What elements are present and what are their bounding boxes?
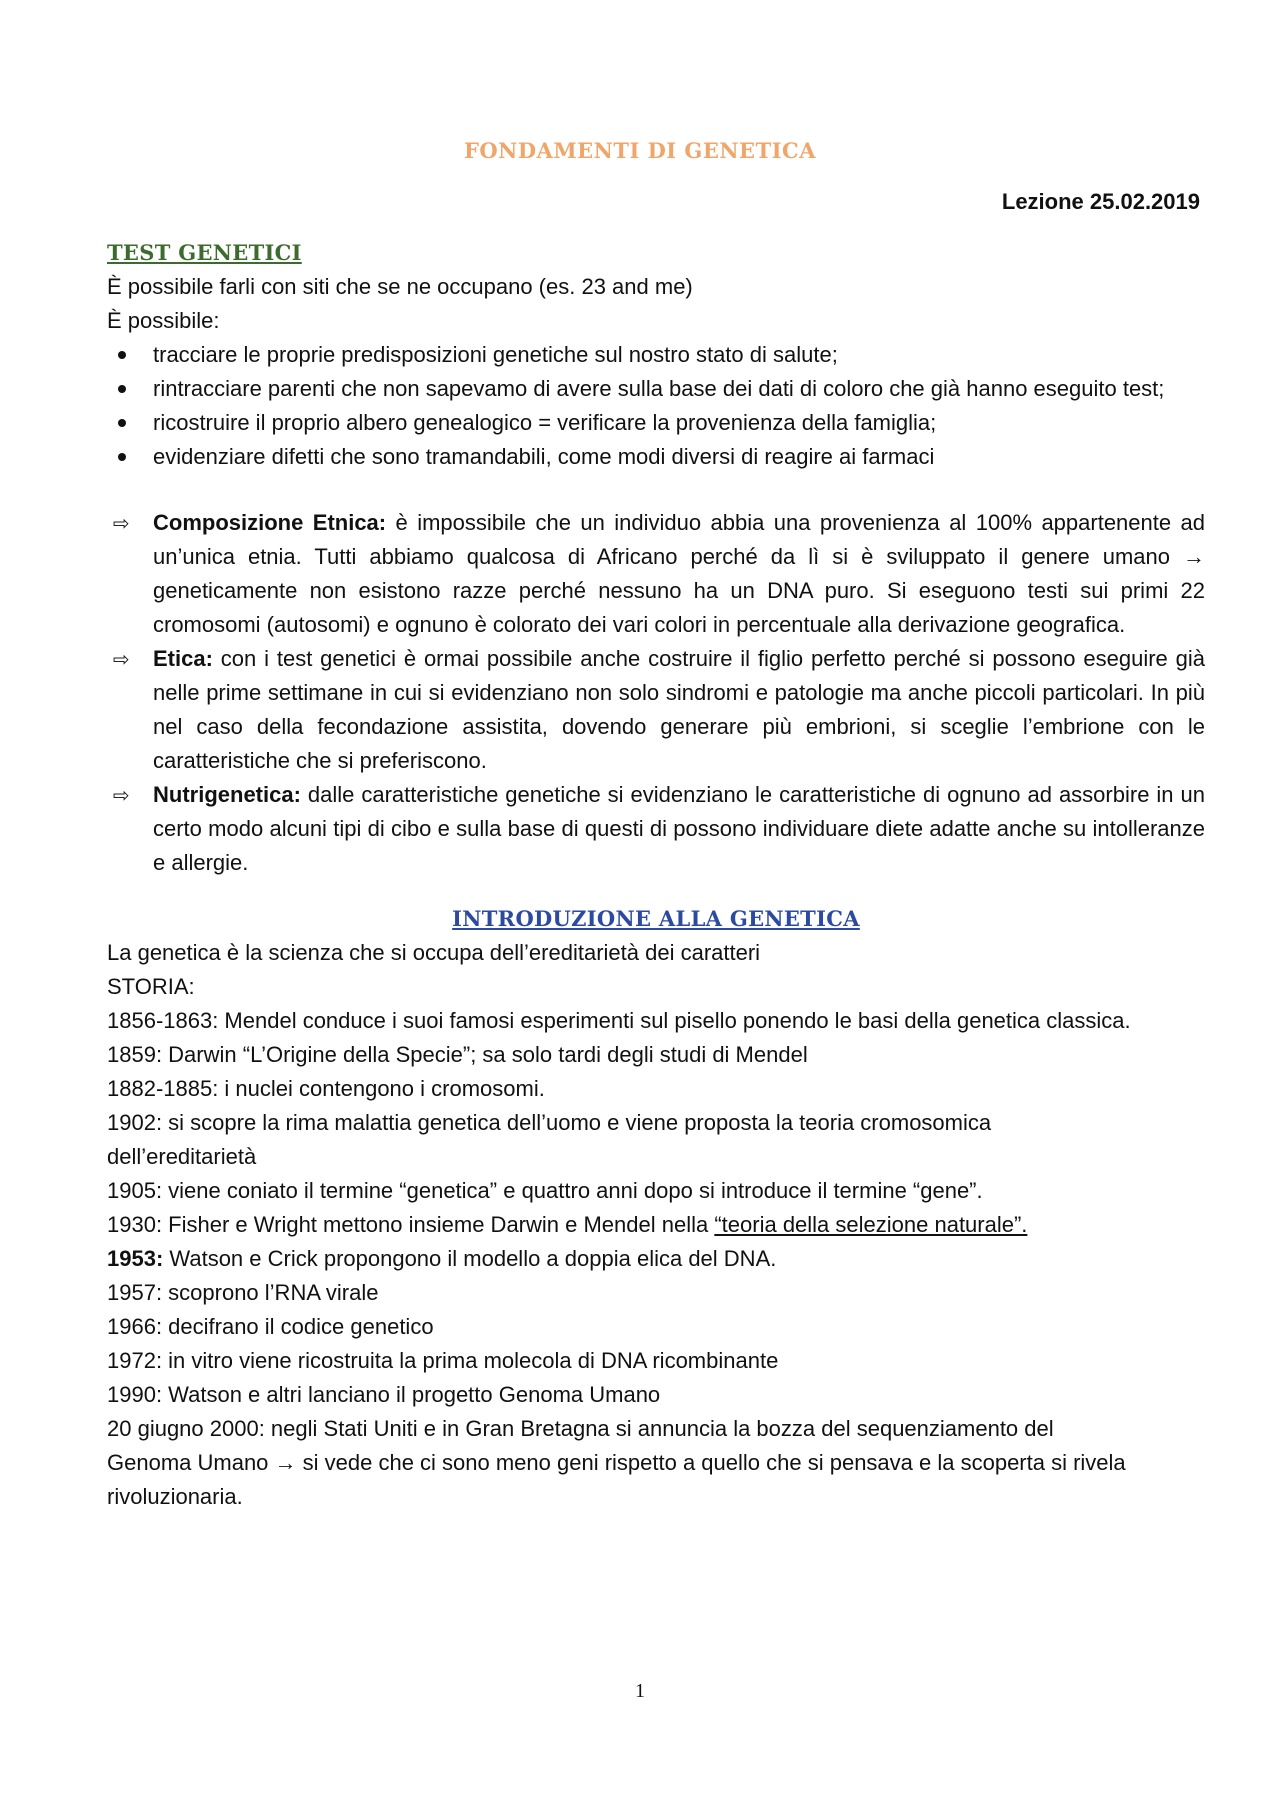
item-label: Nutrigenetica: [153,782,301,807]
bullet-icon [118,453,126,461]
page-number: 1 [635,1680,645,1702]
timeline-entry [107,1242,1205,1276]
timeline-entry: 1856-1863: Mendel conduce i suoi famosi esperimenti sul pisello ponendo le basi della genetica classica. [107,1008,1131,1033]
timeline-entry: 1972: in vitro viene ricostruita la prima molecola di DNA ricombinante [107,1348,779,1373]
underlined-text: “teoria della selezione naturale”. [714,1212,1028,1237]
paragraph: È possibile: [107,308,220,333]
bullet-list [107,338,1205,474]
storia-label: STORIA: [107,974,195,999]
item-text: dalle caratteristiche genetiche si evidenziano le caratteristiche di ognuno ad assorbire in un certo modo alcuni tipi di cibo e sulla base di questi di possono individuare diete adatte anche su intolleranze e allergie. [153,782,1205,875]
bullet-icon [118,419,126,427]
item-text: con i test genetici è ormai possibile anche costruire il figlio perfetto perché si possono eseguire già nelle prime settimane in cui si evidenziano non solo sindromi e patologie ma anche piccoli particolari. In più nel caso della fecondazione assistita, dovendo generare più embrioni, si sceglie l’embrione con le caratteristiche che si preferiscono. [153,646,1205,773]
timeline-entry: 1882-1885: i nuclei contengono i cromosomi. [107,1076,545,1101]
timeline-entry: 1859: Darwin “L’Origine della Specie”; sa solo tardi degli studi di Mendel [107,1042,808,1067]
timeline [107,1004,1205,1514]
timeline-entry: 1966: decifrano il codice genetico [107,1314,434,1339]
document-title: FONDAMENTI DI GENETICA [463,138,817,163]
arrow-list [107,506,1205,880]
timeline-entry: 1902: si scopre la rima malattia genetica dell’uomo e viene proposta la teoria cromosomica [107,1110,992,1135]
section-heading-introduzione: INTRODUZIONE ALLA GENETICA [452,906,860,931]
timeline-entry: 1905: viene coniato il termine “genetica” e quattro anni dopo si introduce il termine “gene”. [107,1178,983,1203]
lesson-date: Lezione 25.02.2019 [1001,189,1200,214]
timeline-entry: dell’ereditarietà [107,1144,257,1169]
timeline-entry [107,1208,1205,1242]
item-text: è impossibile che un individuo abbia una provenienza al 100% appartenente ad un’unica etnia. Tutti abbiamo qualcosa di Africano perché da lì si è sviluppato il genere umano → geneticamente non esistono razze perché nessuno ha un DNA puro. Si eseguono testi sui primi 22 cromosomi (autosomi) e ognuno è colorato dei vari colori in percentuale alla derivazione geografica. [153,510,1206,637]
timeline-text: Watson e Crick propongono il modello a doppia elica del DNA. [163,1246,777,1271]
bullet-icon [118,385,126,393]
list-item-text: ricostruire il proprio albero genealogico = verificare la provenienza della famiglia; [153,410,937,435]
list-item [107,642,1205,778]
timeline-entry: rivoluzionaria. [107,1484,243,1509]
paragraph: La genetica è la scienza che si occupa dell’ereditarietà dei caratteri [107,940,761,965]
arrow-right-icon: ⇨ [113,783,130,807]
bullet-icon [118,351,126,359]
list-item-text: tracciare le proprie predisposizioni genetiche sul nostro stato di salute; [153,342,838,367]
paragraph: È possibile farli con siti che se ne occupano (es. 23 and me) [107,274,693,299]
timeline-text: 1930: Fisher e Wright mettono insieme Darwin e Mendel nella [107,1212,715,1237]
timeline-entry: 20 giugno 2000: negli Stati Uniti e in Gran Bretagna si annuncia la bozza del sequenziamento del [107,1416,1054,1441]
list-item-text: rintracciare parenti che non sapevamo di avere sulla base dei dati di coloro che già hanno eseguito test; [153,376,1165,401]
item-label: Etica: [153,646,213,671]
list-item [107,406,1205,440]
item-label: Composizione Etnica: [153,510,387,535]
arrow-right-icon: ⇨ [113,511,130,535]
list-item [107,372,1205,406]
section-heading-test-genetici: TEST GENETICI [107,240,302,265]
timeline-entry: 1957: scoprono l’RNA virale [107,1280,379,1305]
list-item [107,440,1205,474]
content [107,236,1205,1514]
list-item [107,506,1205,642]
list-item [107,778,1205,880]
list-item [107,338,1205,372]
arrow-right-icon: ⇨ [113,647,130,671]
list-item-text: evidenziare difetti che sono tramandabili, come modi diversi di reagire ai farmaci [153,444,935,469]
timeline-year: 1953: [107,1246,164,1271]
timeline-entry: 1990: Watson e altri lanciano il progetto Genoma Umano [107,1382,661,1407]
timeline-entry: Genoma Umano → si vede che ci sono meno geni rispetto a quello che si pensava e la scoperta si rivela [107,1450,1126,1475]
